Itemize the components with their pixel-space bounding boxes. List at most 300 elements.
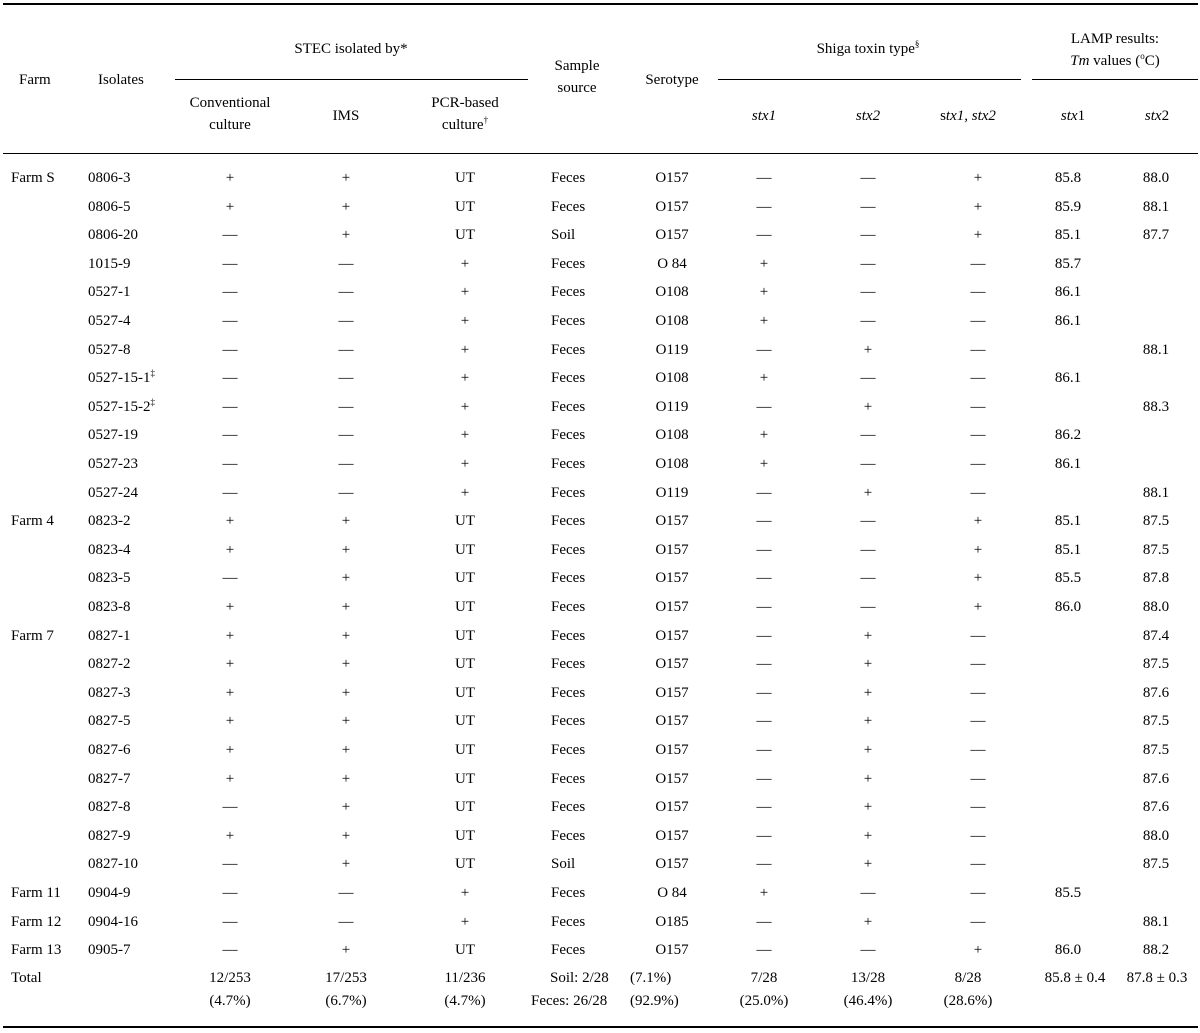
cell-serotype: O108 (655, 313, 689, 329)
cell-source: Feces (551, 342, 586, 358)
cell-serotype: O157 (655, 713, 689, 729)
cell-pcr: UT (455, 599, 475, 615)
cell-conventional: + (225, 828, 235, 844)
cell-stx1: — (756, 742, 772, 758)
cell-source: Feces (551, 170, 586, 186)
cell-stx2: — (860, 284, 876, 300)
cell-conventional: — (222, 313, 238, 329)
cell-tm-stx1: 86.0 (1054, 599, 1082, 615)
cell-stx1: + (759, 885, 769, 901)
header-stx1-stx2: stx1, stx2 (940, 108, 996, 124)
header-ims: IMS (332, 108, 360, 124)
cell-stx1: — (756, 199, 772, 215)
cell-ims: — (338, 313, 354, 329)
cell-source: Feces (551, 256, 586, 272)
cell-farm: Farm 12 (11, 914, 62, 930)
cell-pcr: UT (455, 170, 475, 186)
cell-stx1-stx2: — (970, 856, 986, 872)
cell-isolate: 1015-9 (88, 256, 131, 272)
cell-stx1-stx2: — (970, 485, 986, 501)
cell-conventional: — (222, 456, 238, 472)
cell-pcr: + (460, 885, 470, 901)
lamp-group-rule (1032, 79, 1198, 80)
cell-conventional: + (225, 742, 235, 758)
cell-tm-stx1: 85.1 (1054, 513, 1082, 529)
cell-pcr: UT (455, 513, 475, 529)
cell-tm-stx1: 85.1 (1054, 542, 1082, 558)
cell-source: Feces (551, 570, 586, 586)
cell-ims: + (341, 656, 351, 672)
total-stx1-stx2: 8/28 (28.6%) (943, 970, 993, 1009)
cell-source: Feces (551, 399, 586, 415)
cell-conventional: — (222, 342, 238, 358)
cell-stx1-stx2: — (970, 399, 986, 415)
footnote-mark: ‡ (150, 368, 155, 378)
cell-farm: Farm 4 (11, 513, 54, 529)
cell-source: Feces (551, 771, 586, 787)
total-tm-stx2: 87.8 ± 0.3 (1126, 970, 1188, 986)
cell-stx1-stx2: + (973, 570, 983, 586)
cell-stx1-stx2: — (970, 313, 986, 329)
cell-source: Feces (551, 713, 586, 729)
cell-stx1: + (759, 427, 769, 443)
cell-ims: — (338, 370, 354, 386)
cell-ims: + (341, 742, 351, 758)
cell-conventional: — (222, 856, 238, 872)
cell-isolate: 0823-2 (88, 513, 131, 529)
cell-stx1: — (756, 542, 772, 558)
cell-tm-stx2: 87.5 (1142, 542, 1170, 558)
cell-conventional: — (222, 885, 238, 901)
cell-stx2: + (863, 399, 873, 415)
cell-stx2: + (863, 856, 873, 872)
cell-isolate: 0904-9 (88, 885, 131, 901)
cell-source: Feces (551, 799, 586, 815)
header-isolates: Isolates (98, 72, 144, 88)
cell-tm-stx1: 85.1 (1054, 227, 1082, 243)
cell-tm-stx2: 87.5 (1142, 856, 1170, 872)
cell-stx1-stx2: + (973, 170, 983, 186)
cell-source: Feces (551, 284, 586, 300)
cell-tm-stx2: 87.6 (1142, 799, 1170, 815)
total-source-soil-pct: (7.1%) (630, 970, 672, 986)
cell-isolate: 0527-23 (88, 456, 138, 472)
cell-conventional: + (225, 199, 235, 215)
cell-stx1: — (756, 570, 772, 586)
cell-serotype: O157 (655, 170, 689, 186)
cell-ims: + (341, 828, 351, 844)
cell-tm-stx1: 85.9 (1054, 199, 1082, 215)
cell-isolate: 0827-9 (88, 828, 131, 844)
cell-isolate: 0827-3 (88, 685, 131, 701)
cell-isolate: 0827-5 (88, 713, 131, 729)
cell-stx1: — (756, 513, 772, 529)
cell-conventional: + (225, 628, 235, 644)
cell-tm-stx2: 88.0 (1142, 170, 1170, 186)
cell-stx1-stx2: — (970, 628, 986, 644)
cell-isolate: 0827-2 (88, 656, 131, 672)
cell-tm-stx1: 86.1 (1054, 370, 1082, 386)
cell-stx1: + (759, 370, 769, 386)
cell-farm: Farm 7 (11, 628, 54, 644)
header-stx1: stx1 (751, 108, 777, 124)
cell-serotype: O157 (655, 742, 689, 758)
cell-conventional: + (225, 713, 235, 729)
cell-pcr: UT (455, 771, 475, 787)
cell-serotype: O157 (655, 628, 689, 644)
cell-stx1: — (756, 485, 772, 501)
cell-source: Feces (551, 199, 586, 215)
cell-stx2: — (860, 456, 876, 472)
cell-serotype: O108 (655, 427, 689, 443)
cell-stx1-stx2: + (973, 942, 983, 958)
cell-conventional: + (225, 513, 235, 529)
cell-isolate: 0527-19 (88, 427, 138, 443)
cell-stx2: — (860, 570, 876, 586)
cell-conventional: — (222, 284, 238, 300)
cell-farm: Farm 13 (11, 942, 62, 958)
cell-tm-stx1: 85.5 (1054, 885, 1082, 901)
cell-stx2: + (863, 828, 873, 844)
cell-serotype: O119 (655, 399, 689, 415)
cell-serotype: O157 (655, 199, 689, 215)
total-pcr: 11/236 (4.7%) (444, 970, 486, 1009)
cell-ims: + (341, 856, 351, 872)
cell-isolate: 0527-15-1‡ (88, 368, 155, 386)
cell-pcr: + (460, 399, 470, 415)
cell-conventional: + (225, 685, 235, 701)
cell-serotype: O157 (655, 942, 689, 958)
cell-tm-stx1: 85.5 (1054, 570, 1082, 586)
cell-stx1-stx2: — (970, 799, 986, 815)
header-pcr-based-culture: PCR-based culture† (431, 95, 499, 133)
cell-pcr: + (460, 284, 470, 300)
cell-stx1-stx2: — (970, 828, 986, 844)
cell-tm-stx2: 88.2 (1142, 942, 1170, 958)
cell-isolate: 0527-15-2‡ (88, 397, 155, 415)
cell-stx2: — (860, 513, 876, 529)
cell-isolate: 0905-7 (88, 942, 131, 958)
cell-conventional: — (222, 799, 238, 815)
cell-stx1: — (756, 170, 772, 186)
cell-conventional: — (222, 570, 238, 586)
cell-ims: — (338, 885, 354, 901)
cell-tm-stx2: 87.4 (1142, 628, 1170, 644)
cell-source: Feces (551, 885, 586, 901)
header-serotype: Serotype (645, 72, 699, 88)
cell-pcr: + (460, 370, 470, 386)
cell-isolate: 0806-3 (88, 170, 131, 186)
shiga-group-rule (718, 79, 1021, 80)
cell-stx1-stx2: — (970, 771, 986, 787)
cell-stx1-stx2: — (970, 914, 986, 930)
cell-serotype: O108 (655, 370, 689, 386)
cell-conventional: — (222, 427, 238, 443)
cell-stx1: — (756, 771, 772, 787)
cell-stx2: — (860, 227, 876, 243)
cell-serotype: O185 (655, 914, 689, 930)
cell-serotype: O157 (655, 685, 689, 701)
cell-tm-stx2: 88.1 (1142, 485, 1170, 501)
cell-pcr: UT (455, 799, 475, 815)
cell-isolate: 0806-5 (88, 199, 131, 215)
header-rule (3, 153, 1198, 154)
cell-stx1: — (756, 713, 772, 729)
cell-source: Soil (551, 856, 576, 872)
total-source-feces: Feces: 26/28 (531, 993, 608, 1009)
cell-stx1: + (759, 456, 769, 472)
top-rule (3, 3, 1198, 5)
cell-serotype: O119 (655, 342, 689, 358)
cell-stx2: — (860, 170, 876, 186)
cell-serotype: O157 (655, 599, 689, 615)
cell-tm-stx1: 86.1 (1054, 284, 1082, 300)
cell-conventional: + (225, 656, 235, 672)
cell-tm-stx2: 88.1 (1142, 342, 1170, 358)
header-farm: Farm (19, 72, 51, 88)
cell-isolate: 0527-1 (88, 284, 131, 300)
cell-isolate: 0827-7 (88, 771, 131, 787)
cell-stx1: — (756, 628, 772, 644)
cell-conventional: — (222, 485, 238, 501)
total-tm-stx1: 85.8 ± 0.4 (1044, 970, 1106, 986)
cell-ims: + (341, 542, 351, 558)
cell-stx1-stx2: — (970, 284, 986, 300)
cell-tm-stx2: 87.7 (1142, 227, 1170, 243)
cell-ims: + (341, 771, 351, 787)
cell-stx1: + (759, 256, 769, 272)
cell-tm-stx2: 87.5 (1142, 742, 1170, 758)
cell-pcr: + (460, 427, 470, 443)
cell-ims: + (341, 799, 351, 815)
cell-ims: + (341, 942, 351, 958)
cell-source: Feces (551, 628, 586, 644)
cell-stx1: + (759, 284, 769, 300)
cell-isolate: 0806-20 (88, 227, 138, 243)
cell-isolate: 0904-16 (88, 914, 138, 930)
cell-stx1-stx2: + (973, 227, 983, 243)
cell-stx2: — (860, 599, 876, 615)
cell-stx1: — (756, 399, 772, 415)
cell-pcr: + (460, 342, 470, 358)
cell-source: Feces (551, 456, 586, 472)
cell-tm-stx2: 88.0 (1142, 828, 1170, 844)
total-ims: 17/253 (6.7%) (325, 970, 367, 1009)
cell-source: Feces (551, 485, 586, 501)
cell-stx1-stx2: — (970, 370, 986, 386)
cell-serotype: O 84 (657, 256, 687, 272)
cell-ims: + (341, 599, 351, 615)
cell-source: Feces (551, 914, 586, 930)
cell-stx1-stx2: + (973, 542, 983, 558)
cell-pcr: + (460, 914, 470, 930)
cell-ims: + (341, 170, 351, 186)
cell-ims: — (338, 399, 354, 415)
cell-stx2: + (863, 713, 873, 729)
stec-group-rule (175, 79, 528, 80)
cell-serotype: O157 (655, 656, 689, 672)
cell-ims: — (338, 256, 354, 272)
cell-isolate: 0823-5 (88, 570, 131, 586)
cell-stx1-stx2: — (970, 456, 986, 472)
cell-ims: + (341, 628, 351, 644)
cell-tm-stx2: 87.6 (1142, 771, 1170, 787)
cell-pcr: + (460, 456, 470, 472)
total-label: Total (11, 970, 42, 986)
cell-pcr: UT (455, 656, 475, 672)
cell-farm: Farm S (11, 170, 55, 186)
cell-conventional: — (222, 399, 238, 415)
header-lamp-results: LAMP results: Tm values ($^o$C) (1070, 31, 1160, 69)
cell-isolate: 0827-10 (88, 856, 138, 872)
cell-stx2: — (860, 542, 876, 558)
cell-ims: + (341, 570, 351, 586)
cell-stx1: — (756, 342, 772, 358)
cell-stx1: — (756, 599, 772, 615)
cell-source: Soil (551, 227, 576, 243)
cell-stx1: — (756, 828, 772, 844)
cell-stx1-stx2: — (970, 713, 986, 729)
footnote-mark: ‡ (150, 397, 155, 407)
cell-tm-stx1: 86.0 (1054, 942, 1082, 958)
cell-stx1-stx2: + (973, 199, 983, 215)
cell-stx2: + (863, 342, 873, 358)
cell-pcr: + (460, 256, 470, 272)
cell-stx1-stx2: — (970, 256, 986, 272)
cell-stx1-stx2: — (970, 342, 986, 358)
total-stx1: 7/28 (25.0%) (739, 970, 789, 1009)
cell-isolate: 0827-8 (88, 799, 131, 815)
cell-tm-stx2: 88.0 (1142, 599, 1170, 615)
cell-stx1-stx2: — (970, 656, 986, 672)
cell-conventional: — (222, 914, 238, 930)
cell-tm-stx1: 86.2 (1054, 427, 1082, 443)
cell-source: Feces (551, 370, 586, 386)
cell-conventional: — (222, 942, 238, 958)
cell-ims: — (338, 284, 354, 300)
cell-stx1: — (756, 227, 772, 243)
cell-pcr: UT (455, 542, 475, 558)
cell-pcr: UT (455, 828, 475, 844)
cell-stx2: + (863, 799, 873, 815)
bottom-rule (3, 1026, 1198, 1028)
total-stx2: 13/28 (46.4%) (843, 970, 893, 1009)
cell-stx1-stx2: — (970, 685, 986, 701)
cell-stx2: + (863, 771, 873, 787)
cell-stx1: + (759, 313, 769, 329)
cell-ims: + (341, 513, 351, 529)
cell-conventional: — (222, 256, 238, 272)
cell-isolate: 0527-24 (88, 485, 138, 501)
header-sample-source: Sample source (554, 58, 600, 96)
cell-serotype: O157 (655, 227, 689, 243)
cell-stx2: + (863, 685, 873, 701)
cell-tm-stx1: 86.1 (1054, 456, 1082, 472)
cell-ims: — (338, 456, 354, 472)
cell-pcr: UT (455, 713, 475, 729)
cell-serotype: O157 (655, 856, 689, 872)
header-tm-stx2: stx2 (1144, 108, 1170, 124)
header-conventional-culture: Conventional culture (189, 95, 271, 133)
cell-pcr: UT (455, 628, 475, 644)
cell-farm: Farm 11 (11, 885, 61, 901)
cell-conventional: + (225, 542, 235, 558)
cell-pcr: + (460, 485, 470, 501)
cell-stx2: + (863, 742, 873, 758)
cell-pcr: UT (455, 227, 475, 243)
cell-isolate: 0823-8 (88, 599, 131, 615)
cell-source: Feces (551, 599, 586, 615)
cell-stx1: — (756, 656, 772, 672)
cell-source: Feces (551, 742, 586, 758)
cell-ims: + (341, 685, 351, 701)
total-source-feces-pct: (92.9%) (630, 993, 679, 1009)
cell-isolate: 0827-6 (88, 742, 131, 758)
cell-stx2: — (860, 256, 876, 272)
cell-serotype: O119 (655, 485, 689, 501)
cell-serotype: O157 (655, 799, 689, 815)
cell-stx1: — (756, 856, 772, 872)
cell-conventional: — (222, 370, 238, 386)
header-tm-stx1: stx1 (1060, 108, 1086, 124)
cell-ims: — (338, 427, 354, 443)
cell-stx1-stx2: — (970, 742, 986, 758)
cell-stx1: — (756, 685, 772, 701)
cell-serotype: O157 (655, 513, 689, 529)
cell-tm-stx2: 87.6 (1142, 685, 1170, 701)
cell-serotype: O157 (655, 542, 689, 558)
cell-stx1: — (756, 942, 772, 958)
cell-ims: + (341, 713, 351, 729)
cell-stx2: — (860, 942, 876, 958)
cell-stx2: + (863, 628, 873, 644)
cell-tm-stx2: 87.5 (1142, 713, 1170, 729)
cell-pcr: UT (455, 570, 475, 586)
total-source-soil: Soil: 2/28 (550, 970, 609, 986)
cell-serotype: O108 (655, 284, 689, 300)
cell-stx1-stx2: + (973, 513, 983, 529)
cell-serotype: O108 (655, 456, 689, 472)
cell-stx2: — (860, 313, 876, 329)
cell-stx1-stx2: — (970, 427, 986, 443)
cell-conventional: + (225, 771, 235, 787)
cell-stx1: — (756, 799, 772, 815)
cell-isolate: 0527-8 (88, 342, 131, 358)
cell-ims: — (338, 914, 354, 930)
cell-serotype: O 84 (657, 885, 687, 901)
cell-pcr: UT (455, 742, 475, 758)
cell-source: Feces (551, 427, 586, 443)
cell-source: Feces (551, 313, 586, 329)
cell-pcr: + (460, 313, 470, 329)
cell-stx2: + (863, 485, 873, 501)
cell-stx2: — (860, 427, 876, 443)
cell-serotype: O157 (655, 570, 689, 586)
cell-ims: + (341, 227, 351, 243)
cell-stx2: + (863, 914, 873, 930)
header-stec-isolated-by: STEC isolated by* (294, 41, 408, 57)
header-stx2: stx2 (855, 108, 881, 124)
cell-stx2: — (860, 199, 876, 215)
cell-pcr: UT (455, 199, 475, 215)
cell-source: Feces (551, 656, 586, 672)
cell-tm-stx2: 87.5 (1142, 513, 1170, 529)
cell-source: Feces (551, 542, 586, 558)
cell-stx1: — (756, 914, 772, 930)
cell-stx2: — (860, 370, 876, 386)
cell-tm-stx2: 88.3 (1142, 399, 1170, 415)
cell-stx1-stx2: + (973, 599, 983, 615)
